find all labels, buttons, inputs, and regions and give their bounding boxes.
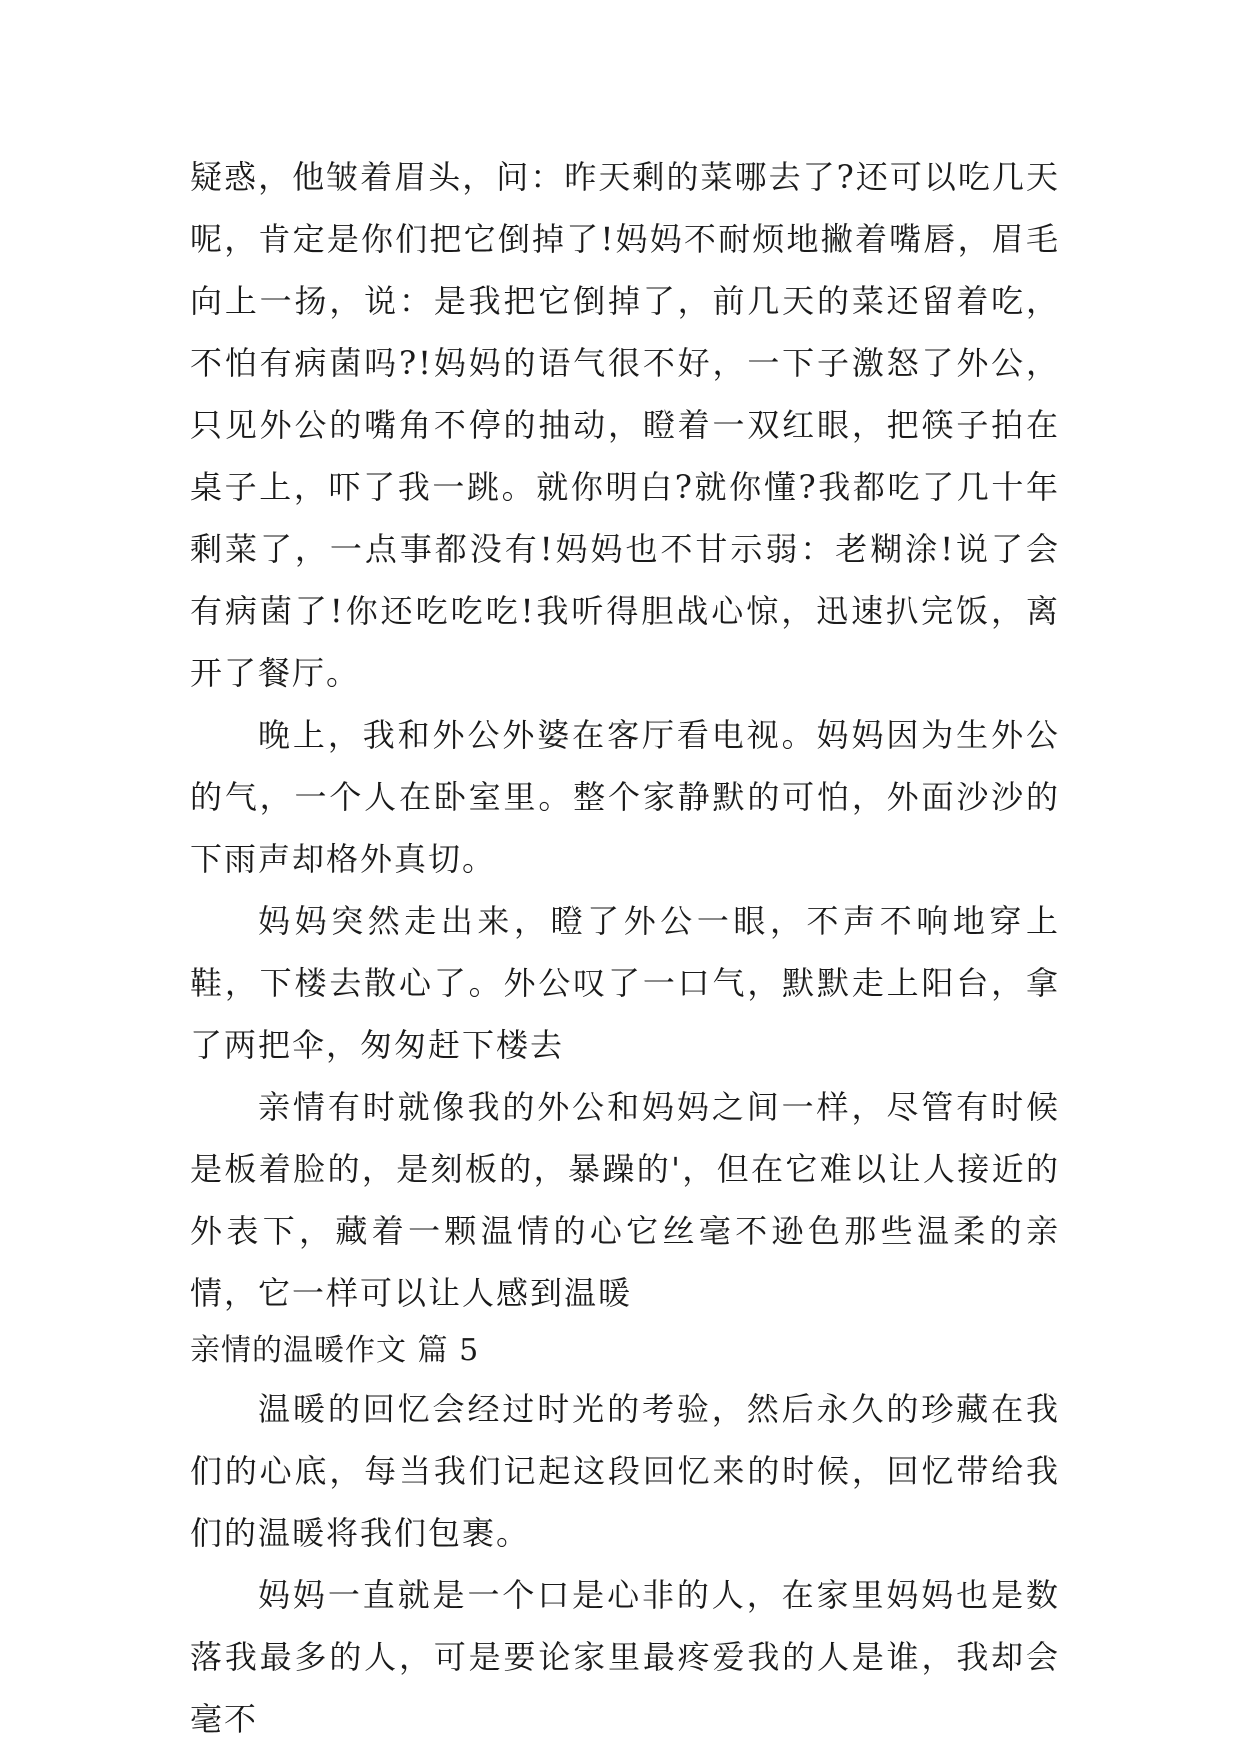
paragraph-continuation: 疑惑，他皱着眉头，问：昨天剩的菜哪去了?还可以吃几天呢，肯定是你们把它倒掉了!妈妈不耐烦地撇着嘴唇，眉毛向上一扬，说：是我把它倒掉了，前几天的菜还留着吃，不怕有病菌吗?!妈妈的语气很不好，一下子激怒了外公，只见外公的嘴角不停的抽动，瞪着一双红眼，把筷子拍在桌子上，吓了我一跳。就你明白?就你懂?我都吃了几十年剩菜了，一点事都没有!妈妈也不甘示弱：老糊涂!说了会有病菌了!你还吃吃吃!我听得胆战心惊，迅速扒完饭，离开了餐厅。 bbox=[190, 158, 1060, 692]
paragraph-memory: 温暖的回忆会经过时光的考验，然后永久的珍藏在我们的心底，每当我们记起这段回忆来的时候，回忆带给我们的温暖将我们包裹。 bbox=[190, 1390, 1060, 1552]
document-body bbox=[190, 146, 1060, 1750]
paragraph-mother-leaves: 妈妈突然走出来，瞪了外公一眼，不声不响地穿上鞋，下楼去散心了。外公叹了一口气，默默走上阳台，拿了两把伞，匆匆赶下楼去 bbox=[190, 902, 1060, 1064]
paragraph-mother: 妈妈一直就是一个口是心非的人，在家里妈妈也是数落我最多的人，可是要论家里最疼爱我的人是谁，我却会毫不 bbox=[190, 1576, 1060, 1738]
paragraph-evening: 晚上，我和外公外婆在客厅看电视。妈妈因为生外公的气，一个人在卧室里。整个家静默的可怕，外面沙沙的下雨声却格外真切。 bbox=[190, 716, 1060, 878]
paragraph-reflection: 亲情有时就像我的外公和妈妈之间一样，尽管有时候是板着脸的，是刻板的，暴躁的'，但在它难以让人接近的外表下，藏着一颗温情的心它丝毫不逊色那些温柔的亲情，它一样可以让人感到温暖 bbox=[190, 1088, 1060, 1312]
section-heading: 亲情的温暖作文 篇 5 bbox=[190, 1333, 480, 1368]
